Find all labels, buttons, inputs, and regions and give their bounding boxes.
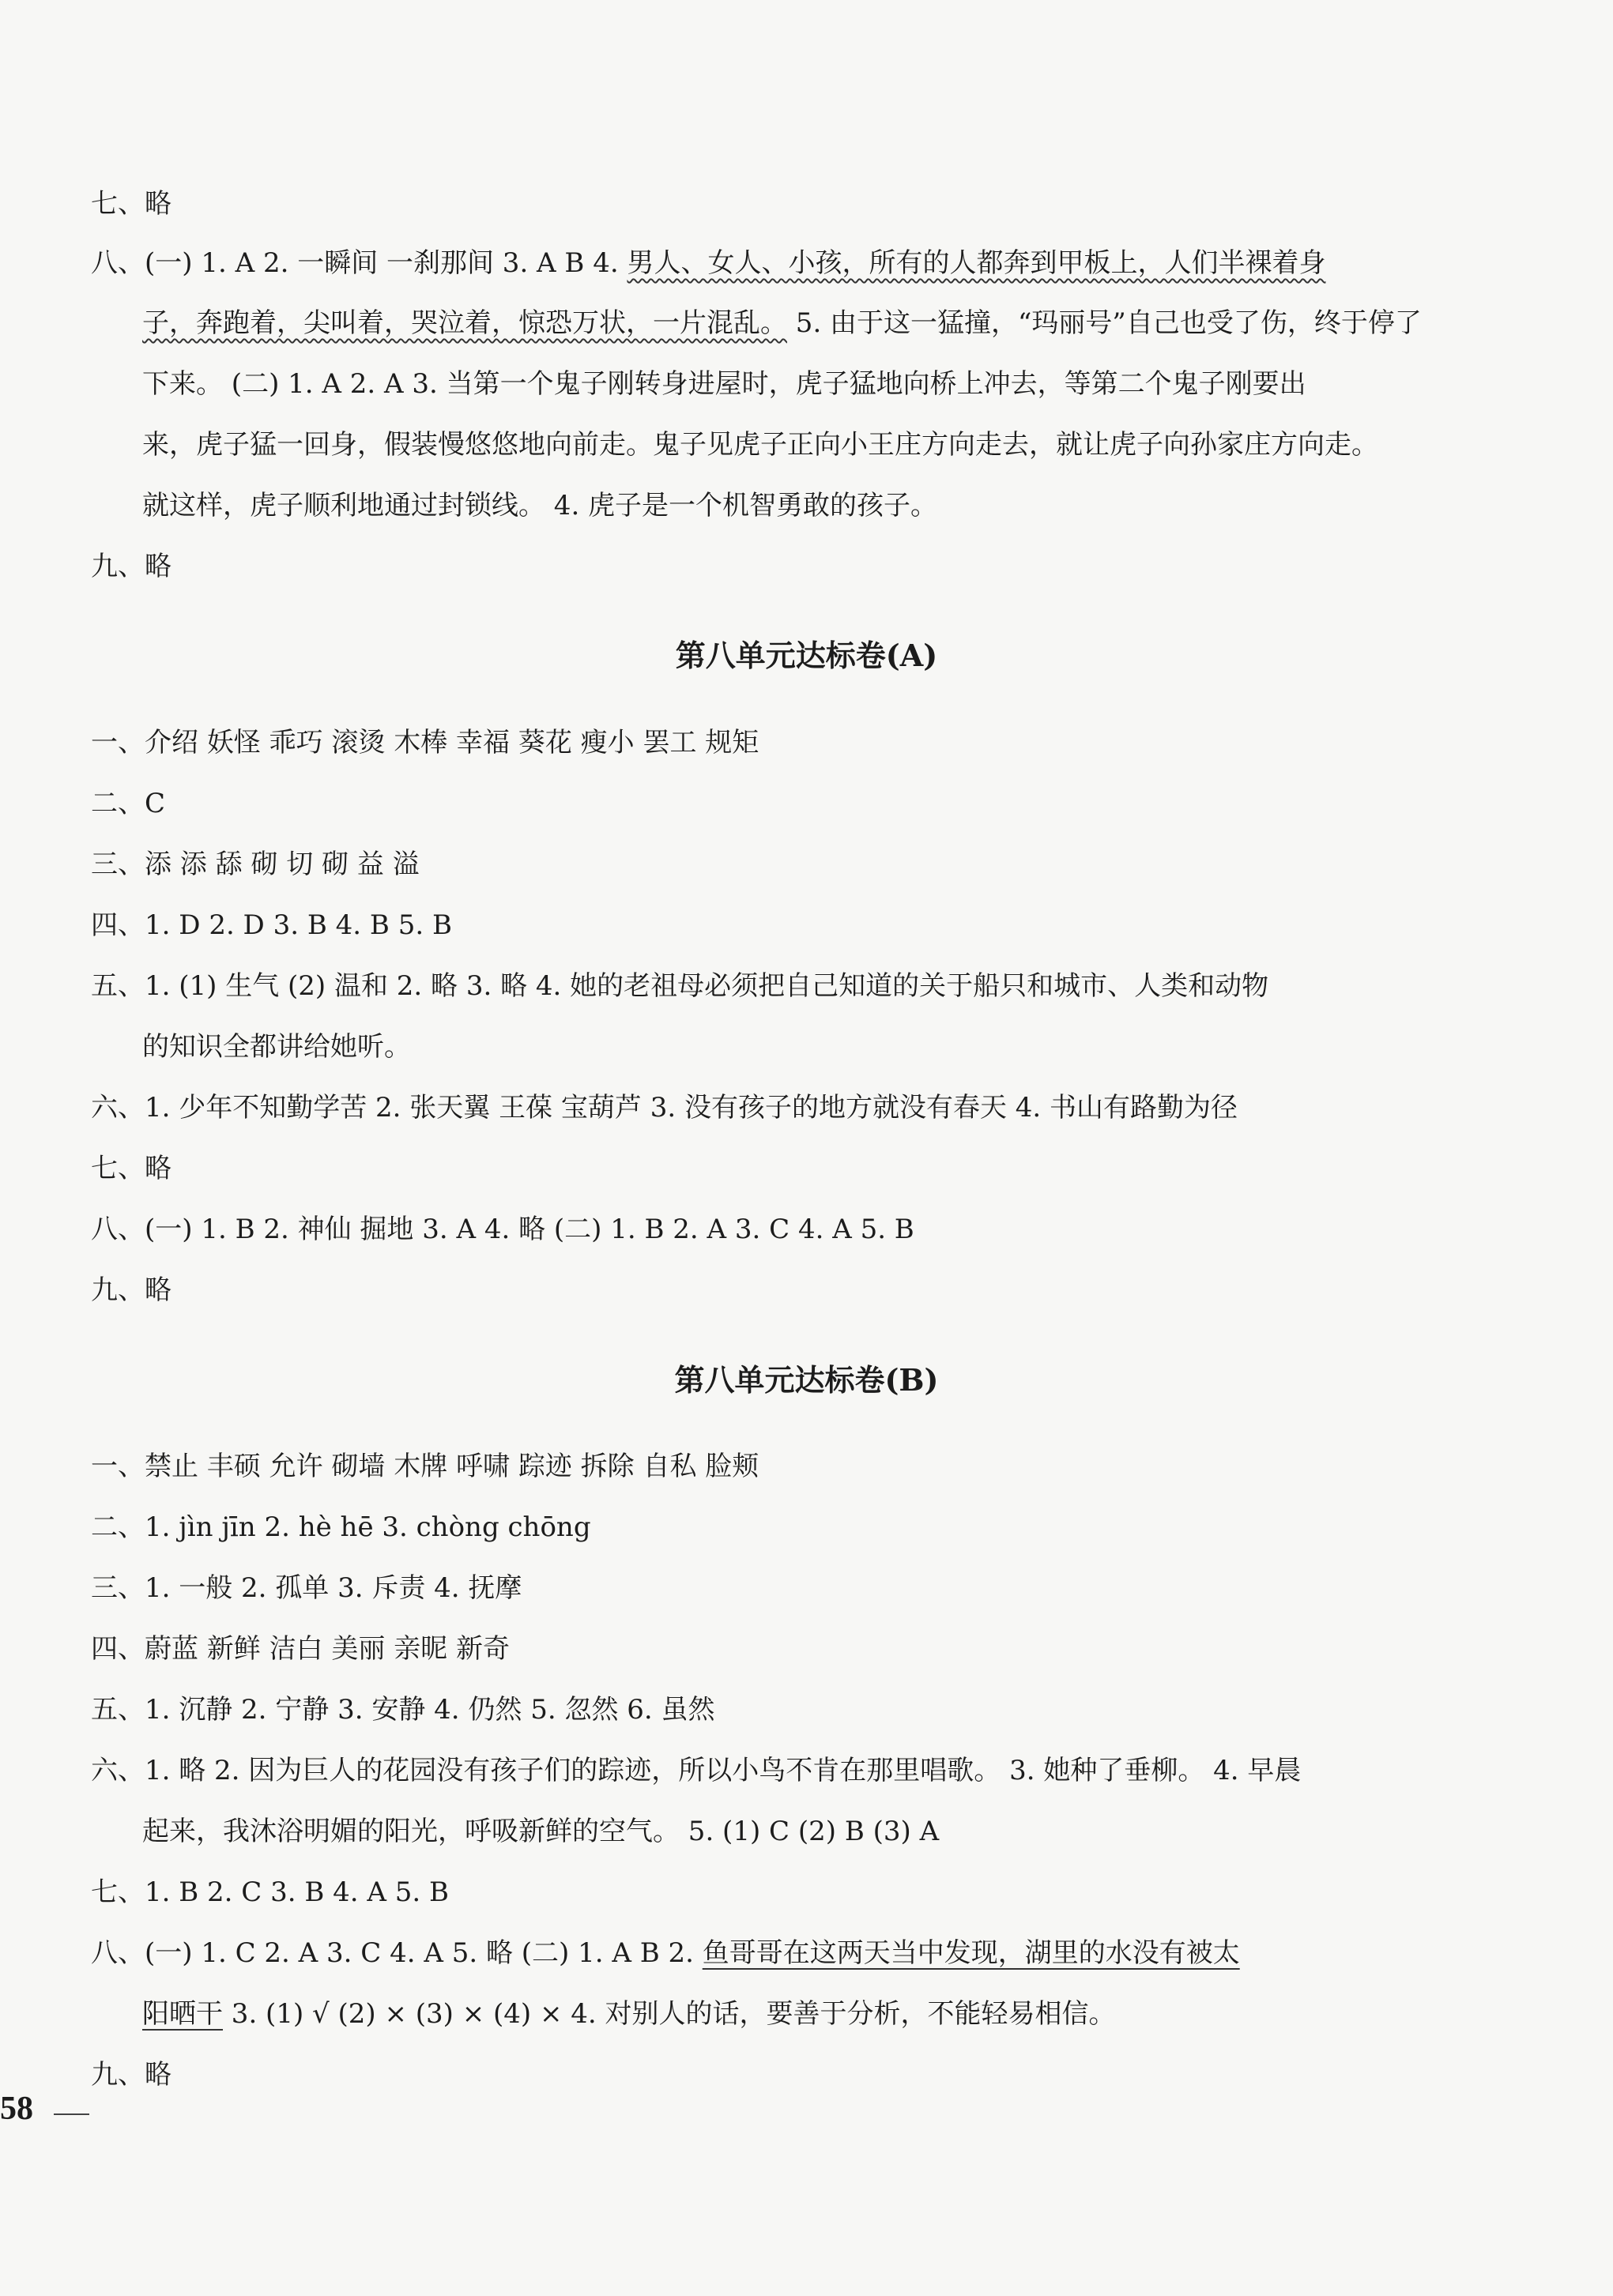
prev-q8-line2 (142, 307, 1486, 339)
b-q8-line2-text: 3. (1) √ (2) × (3) × (4) × 4. 对别人的话，要善于分析，不能轻易相信。 (223, 1998, 1116, 2030)
a-q4: 四、1. D 2. D 3. B 4. B 5. B (91, 909, 452, 941)
prev-q8-line2-text: 5. 由于这一猛撞，“玛丽号”自己也受了伤，终于停了 (787, 307, 1422, 339)
b-q2: 二、1. jìn jīn 2. hè hē 3. chòng chōng (91, 1511, 591, 1543)
b-q8-line2 (142, 1998, 1486, 2030)
b-q5: 五、1. 沉静 2. 宁静 3. 安静 4. 仍然 5. 忽然 6. 虽然 (91, 1694, 715, 1726)
section-a-title: 第八单元达标卷(A) (675, 638, 938, 673)
a-q9: 九、略 (91, 1274, 171, 1306)
b-q8-line1-underlined: 鱼哥哥在这两天当中发现，湖里的水没有被太 (702, 1937, 1240, 1969)
prev-q8-line1-text: 八、(一) 1. A 2. 一瞬间 一刹那间 3. A B 4. (91, 247, 627, 279)
prev-q8-line5: 就这样，虎子顺利地通过封锁线。 4. 虎子是一个机智勇敢的孩子。 (142, 490, 938, 521)
section-b-title: 第八单元达标卷(B) (674, 1362, 939, 1398)
prev-q8-line1 (91, 247, 1434, 279)
a-q6: 六、1. 少年不知勤学苦 2. 张天翼 王葆 宝葫芦 3. 没有孩子的地方就没有春天 4. 书山有路勤为径 (91, 1092, 1238, 1124)
a-q1: 一、介绍 妖怪 乖巧 滚烫 木棒 幸福 葵花 瘦小 罢工 规矩 (91, 727, 759, 758)
prev-q8-line1-wavy: 男人、女人、小孩，所有的人都奔到甲板上，人们半裸着身 (627, 247, 1326, 279)
a-q5-line2: 的知识全都讲给她听。 (142, 1031, 411, 1063)
a-q7: 七、略 (91, 1153, 171, 1184)
page-number: 58 (0, 2091, 33, 2127)
b-q7: 七、1. B 2. C 3. B 4. A 5. B (91, 1876, 449, 1908)
b-q4: 四、蔚蓝 新鲜 洁白 美丽 亲昵 新奇 (91, 1633, 511, 1665)
prev-q7: 七、略 (91, 188, 171, 220)
a-q2: 二、C (91, 788, 166, 819)
prev-q8-line2-wavy: 子，奔跑着，尖叫着，哭泣着，惊恐万状，一片混乱。 (142, 307, 787, 339)
b-q8-line1-text: 八、(一) 1. C 2. A 3. C 4. A 5. 略 (二) 1. A B 2. (91, 1937, 703, 1969)
b-q3: 三、1. 一般 2. 孤单 3. 斥责 4. 抚摩 (91, 1572, 522, 1604)
a-q3: 三、添 添 舔 砌 切 砌 益 溢 (91, 849, 420, 880)
prev-q8-line3: 下来。 (二) 1. A 2. A 3. 当第一个鬼子刚转身进屋时，虎子猛地向桥上冲去，等第二个鬼子刚要出 (142, 368, 1306, 400)
b-q8-line2-underlined: 阳晒干 (142, 1998, 223, 2030)
prev-q8-line4: 来，虎子猛一回身，假装慢悠悠地向前走。鬼子见虎子正向小王庄方向走去，就让虎子向孙家庄方向走。 (142, 429, 1378, 461)
b-q1: 一、禁止 丰硕 允许 砌墙 木牌 呼啸 踪迹 拆除 自私 脸颊 (91, 1451, 759, 1482)
b-q6-line2: 起来，我沐浴明媚的阳光，呼吸新鲜的空气。 5. (1) C (2) B (3) A (142, 1816, 940, 1847)
a-q8: 八、(一) 1. B 2. 神仙 掘地 3. A 4. 略 (二) 1. B 2. A 3. C 4. A 5. B (91, 1214, 914, 1245)
prev-q9: 九、略 (91, 551, 171, 582)
a-q5-line1: 五、1. (1) 生气 (2) 温和 2. 略 3. 略 4. 她的老祖母必须把自己知道的关于船只和城市、人类和动物 (91, 970, 1269, 1002)
footer-rule (54, 2113, 89, 2115)
b-q6-line1: 六、1. 略 2. 因为巨人的花园没有孩子们的踪迹，所以小鸟不肯在那里唱歌。 3. 她种了垂柳。 4. 早晨 (91, 1755, 1302, 1786)
b-q8-line1 (91, 1937, 1434, 1969)
b-q9: 九、略 (91, 2059, 171, 2091)
